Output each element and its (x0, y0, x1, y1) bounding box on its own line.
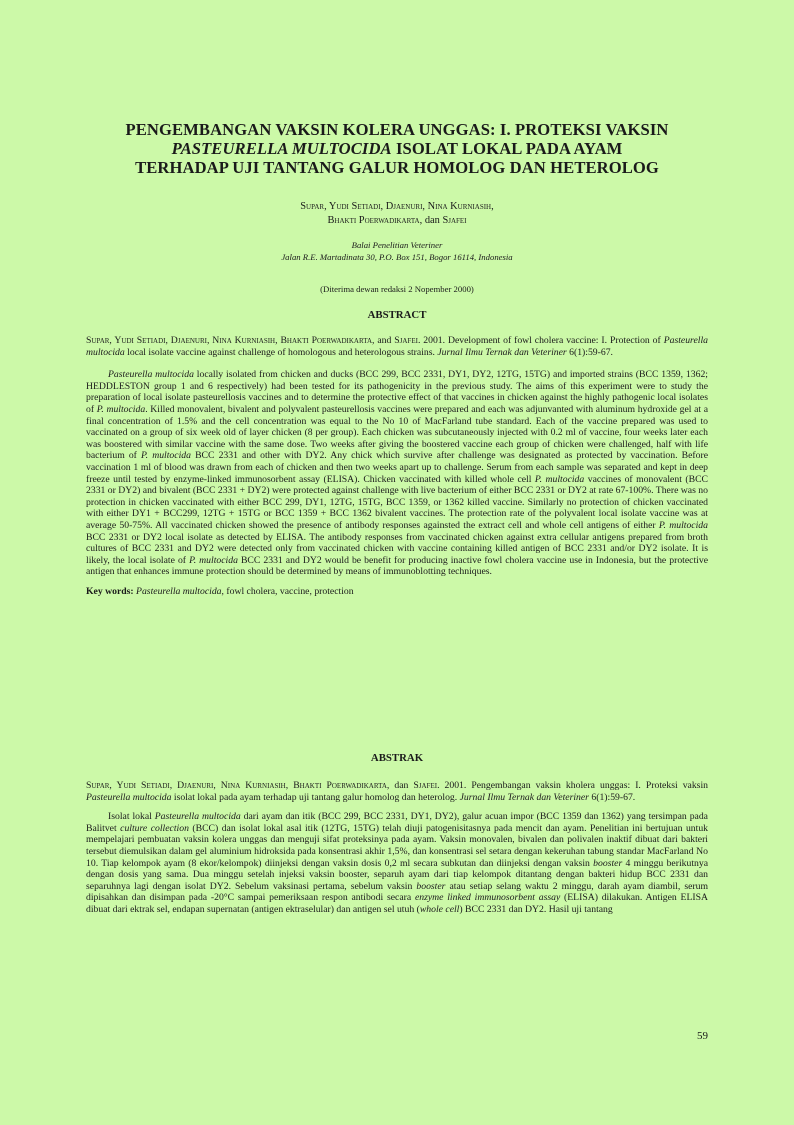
abstract-body-3: BCC 2331 and other with DY2. Any chick which survive after challenge was designated as protected by vaccination. Before vaccination 1 ml of blood was drawn from each of chicken and then two weeks apart up to challenge. Serum from each sample was separated and kept in deep freeze until tested by enzyme-linked immunosorbent assay (ELISA). Chicken vaccinated with killed whole cell (86, 450, 708, 485)
abstrak-body-5: (ELISA) dilakukan. Antigen ELISA dibuat dari ektrak sel, endapan supernatan (antigen ektraselular) dan antigen sel utuh ( (86, 892, 708, 915)
abstract-body-i4: P. multocida (534, 473, 585, 485)
abstrak-heading: ABSTRAK (370, 752, 424, 764)
abstrak-body-i1: Pasteurella multocida (154, 811, 241, 823)
authors-and: dan (424, 215, 440, 226)
title-line-2 (60, 139, 734, 158)
abstrak-cite-authors: Supar, Yudi Setiadi, Djaenuri, Nina Kurniasih, Bhakti Poerwadikarta, (86, 780, 390, 791)
keywords-label: Key words: (86, 585, 137, 597)
abstract-body-i6: P. multocida (189, 554, 238, 566)
abstract-cite-text-2: local isolate vaccine against challenge of homologous and heterologous strains. (124, 346, 438, 358)
abstract-body-i1: Pasteurella multocida (108, 369, 194, 381)
abstrak-cite-volume: 6(1):59-67. (588, 791, 636, 803)
authors-line-2 (120, 214, 674, 228)
abstract-cite-species: Pasteurella multocida (86, 335, 708, 358)
abstract-body-i2: P. multocida (96, 403, 146, 415)
abstract-cite-and: and (374, 335, 395, 346)
abstract-body-i5: P. multocida (658, 519, 708, 531)
abstrak-body-i6: whole cell (419, 903, 460, 915)
article-title (60, 120, 734, 177)
abstrak-cite-text-2: isolat lokal pada ayam terhadap uji tantang galur homolog dan heterolog. (171, 791, 460, 803)
abstrak-body (86, 811, 708, 915)
abstrak-body-0: Isolat lokal (108, 811, 155, 823)
abstract-body-i3: P. multocida (141, 450, 191, 462)
abstract-cite-last: Sjafei (394, 335, 418, 346)
abstrak-body-1: dari ayam dan itik (BCC 299, BCC 2331, DY1, DY2), galur acuan impor (BCC 1359 dan 1362) yang tersimpan pada Balitvet (86, 811, 708, 834)
abstrak-cite-and: dan (389, 780, 414, 791)
title-line-1: PENGEMBANGAN VAKSIN KOLERA UNGGAS: I. PROTEKSI VAKSIN (125, 120, 669, 139)
title-species: PASTEURELLA MULTOCIDA (171, 139, 392, 158)
abstrak-body-i2: culture collection (120, 822, 189, 834)
authors-line-2-names: Bhakti Poerwadikarta, (327, 215, 423, 226)
abstract-keywords (86, 586, 708, 598)
abstract-cite-volume: 6(1):59-67. (566, 346, 613, 358)
keywords-species: Pasteurella multocida (136, 585, 222, 597)
abstrak-body-i4: booster (416, 880, 446, 892)
abstrak-body-i5: enzyme linked immunosorbent assay (414, 892, 561, 904)
authors-line-1: Supar, Yudi Setiadi, Djaenuri, Nina Kurniasih, (300, 201, 494, 212)
abstrak-body-6: ) BCC 2331 dan DY2. Hasil uji tantang (459, 903, 613, 915)
author-list (120, 200, 674, 228)
authors-last: Sjafei (442, 215, 467, 226)
abstract-body-2: . Killed monovalent, bivalent and polyvalent pasteurellosis vaccines were prepared and each was adjunvanted with aluminum hydroxide gel at a final concentration of 1.5% and the cell concentration was equal to the No 10 of MacFarland tube standard. Each of the vaccine prepared was used to vaccinated on a group of six week old of layer chicken (8 per group). Each chicken was subcutaneously injected with 0.2 ml of vaccine, four weeks later each was boostered with similar vaccine with the same dose. Two weeks after giving the boostered vaccine each group of chicken were challenged, half with life bacterium of (86, 403, 709, 462)
abstrak-cite-text-1: . 2001. Pengembangan vaksin kholera unggas: I. Proteksi vaksin (437, 780, 708, 791)
abstract-body (86, 369, 708, 578)
institution (120, 240, 674, 263)
abstrak-cite-journal: Jurnal Ilmu Ternak dan Veteriner (459, 791, 589, 803)
page-number: 59 (697, 1030, 708, 1042)
abstract-body-6: BCC 2331 and DY2 would be benefit for producing inactive fowl cholera vaccine use in Indonesia, but the protective antigen that enhances immune protection should be determined by means of immunoblotting techniques. (86, 554, 708, 578)
abstrak-body-2: (BCC) dan isolat lokal asal itik (12TG, 15TG) telah diuji patogenisitasnya pada mencit dan ayam. Penelitian ini bertujuan untuk mempelajari pembuatan vaksin kolera unggas dan menguji sifat proteksinya pada ayam. Vaksin monovalen, bivalen dan polivalen inaktif dibuat dari bakteri tersebut diemulsikan dalam gel aluminium hidroksida pada konsentrasi akhir 1,5%, dan konsentrasi sel setara dengan kekeruhan tabung standar MacFarland No 10. Tiap kelompok ayam (8 ekor/kelompok) diinjeksi dengan vaksin dosis 0,2 ml secara subkutan dan diinjeksi dengan vaksin (86, 822, 709, 869)
abstract-cite-text-1: . 2001. Development of fowl cholera vaccine: I. Protection of (417, 335, 664, 346)
abstract-section (86, 335, 708, 597)
abstrak-cite-last: Sjafei (413, 780, 438, 791)
abstract-body-4: vaccines of monovalent (BCC 2331 or DY2) and bivalent (BCC 2331 + DY2) were protected against challenge with live bacterium of either BCC 2331 or DY2 at rate 67-100%. There was no protection in chicken vaccinated with either BCC 299, DY1, 12TG, 15TG, BCC 1359, or 1362 killed vaccine. Similarly no protection of chicken vaccinated with either DY1 + BCC299, 12TG + 15TG or BCC 1359 + BCC 1362 bivalent vaccines. The protection rate of the polyvalent local isolate vaccine was at average 50-75%. All vaccinated chicken showed the presence of antibody responses againsted the extract cell and whole cell antigens of either (86, 473, 708, 531)
abstract-body-5: BCC 2331 or DY2 local isolate as detected by ELISA. The antibody responses from vaccinated chicken against extra cellular antigens prepared from broth cultures of BCC 2331 and DY2 were detected only from vaccinated chicken with vaccine containing killed antigen of BCC 2331 and/or DY2 isolate. It is likely, the local isolate of (86, 531, 708, 566)
abstrak-body-i3: booster (593, 857, 623, 869)
abstrak-body-3: 4 minggu berikutnya dengan dosis yang sama. Dua minggu setelah injeksi vaksin booster, separuh ayam dari tiap kelompok ditantang dengan bakteri hidup BCC 2331 dan separuhnya lagi dengan isolat DY2. Sebelum vaksinasi pertama, sebelum vaksin (86, 857, 709, 892)
abstract-heading: ABSTRACT (367, 309, 427, 321)
title-line-3: TERHADAP UJI TANTANG GALUR HOMOLOG DAN HETEROLOG (135, 158, 659, 177)
abstrak-body-4: atau setiap selang waktu 2 minggu, darah ayam diambil, serum dipisahkan dan disimpan pada -20°C sampai pemeriksaan respon antibodi secara (86, 880, 708, 904)
received-date: (Diterima dewan redaksi 2 Nopember 2000) (320, 284, 474, 294)
abstract-body-1: locally isolated from chicken and ducks (BCC 299, BCC 2331, DY1, DY2, 12TG, 15TG) and imported strains (BCC 1359, 1362; HEDDLESTON group 1 and 6 respectively) had been tested for its pathogenicity in the previous study. The aims of this experiment were to study the preparation of local isolate pasteurellosis vaccines and to determine the protective effect of that vaccines in chicken against the highly pathogenic local isolates of (86, 369, 708, 415)
title-line-2-rest: ISOLAT LOKAL PADA AYAM (391, 139, 623, 158)
abstrak-section (86, 780, 708, 916)
abstract-cite-journal: Jurnal Ilmu Ternak dan Veteriner (437, 346, 567, 358)
abstrak-citation (86, 780, 708, 803)
institution-address: Jalan R.E. Martadinata 30, P.O. Box 151, Bogor 16114, Indonesia (281, 251, 513, 262)
abstract-cite-authors: Supar, Yudi Setiadi, Djaenuri, Nina Kurniasih, Bhakti Poerwadikarta, (86, 335, 375, 346)
institution-name: Balai Penelitian Veteriner (351, 240, 443, 250)
abstract-citation (86, 335, 708, 358)
abstrak-cite-species: Pasteurella multocida (86, 791, 172, 803)
keywords-rest: , fowl cholera, vaccine, protection (221, 585, 354, 597)
